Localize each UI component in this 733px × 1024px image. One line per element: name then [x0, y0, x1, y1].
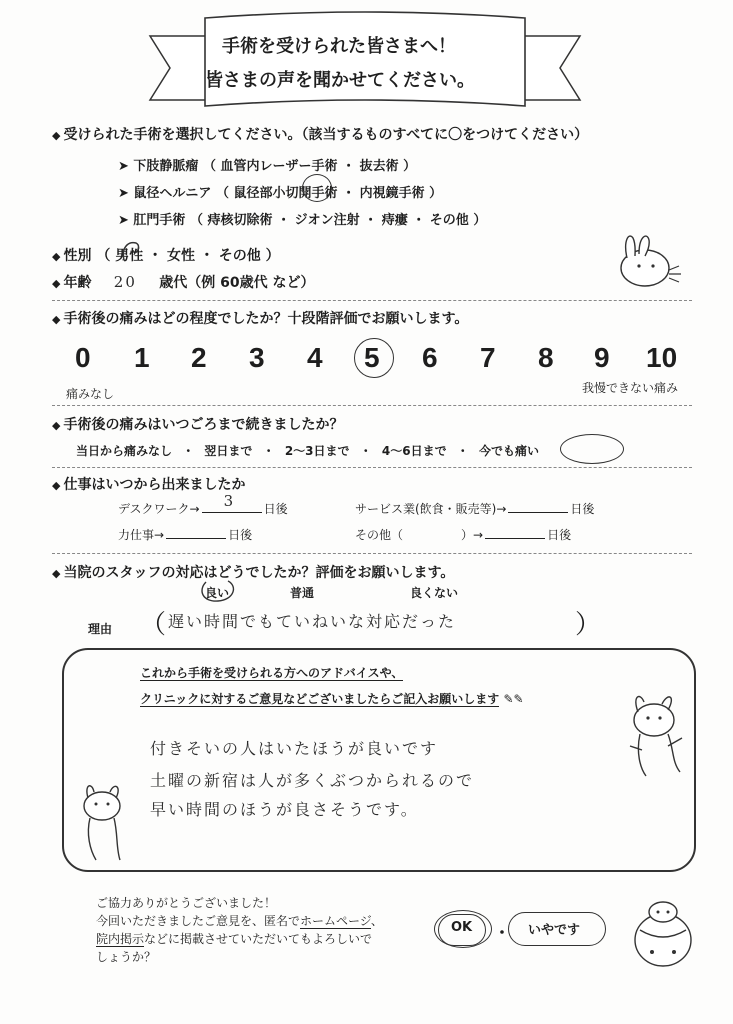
scale-10[interactable]: 10 [646, 342, 678, 373]
rabbit-icon [622, 690, 692, 782]
scale-7[interactable]: 7 [480, 342, 496, 373]
hand-mark-gender [118, 238, 144, 264]
work-service: サービス業(飲食・販売等)→ 日後 [355, 502, 595, 516]
rabbit-icon [605, 222, 687, 292]
footer-line3: 院内掲示などに掲載させていただいてもよろしいで [96, 932, 373, 946]
surgery-row-2: ➤ 鼠径ヘルニア （ 鼠径部小切開手術 ・ 内視鏡手術 ） [118, 186, 443, 201]
rabbit-icon [628, 898, 698, 972]
scale-2[interactable]: 2 [191, 342, 207, 373]
selected-circle [354, 338, 394, 378]
rabbit-icon [76, 782, 132, 864]
advice-box [62, 648, 696, 872]
gender-female[interactable]: 女性 [166, 248, 195, 264]
duration-2-3[interactable]: 2～3日まで [284, 444, 350, 458]
reason-open: （ [140, 610, 167, 640]
age-value[interactable]: 20 [113, 273, 137, 291]
hand-circle-staff [198, 578, 240, 604]
reason-text[interactable]: 遅い時間でもていねいな対応だった [168, 612, 457, 631]
work-labor: 力仕事→ 日後 [118, 528, 253, 542]
duration-4-6[interactable]: 4～6日まで [381, 444, 447, 458]
reason-label: 理由 [88, 622, 113, 636]
pain-duration-label: ◆ 手術後の痛みはいつごろまで続きましたか？ [52, 417, 344, 433]
other-field[interactable] [485, 526, 545, 539]
q1-label: ◆ 受けられた手術を選択してください。（該当するものすべてに〇をつけてください） [52, 127, 589, 143]
staff-bad[interactable]: 良くない [410, 586, 459, 600]
scale-1[interactable]: 1 [134, 342, 150, 373]
gender-row: ◆ 性別 （ 男性 ・ 女性 ・ その他 ） [52, 248, 280, 264]
duration-options: 当日から痛みなし ・ 翌日まで ・ 2～3日まで ・ 4～6日まで ・ 今でも痛い [76, 444, 540, 458]
staff-normal[interactable]: 普通 [290, 586, 315, 600]
option-fistula[interactable]: 痔瘻 [381, 213, 408, 228]
pencil-icon: ✎✎ [503, 692, 524, 706]
duration-none[interactable]: 当日から痛みなし [76, 444, 173, 458]
option-laser[interactable]: 血管内レーザー手術 [220, 159, 338, 174]
banner-line2: 皆さまの声を聞かせてください。 [205, 70, 475, 91]
work-desk: デスクワーク→ 3 日後 [118, 492, 288, 516]
option-zion[interactable]: ジオン注射 [294, 213, 360, 228]
hand-circle-mark [302, 174, 332, 202]
service-field[interactable] [508, 500, 568, 513]
banner-ribbon [140, 8, 590, 113]
advice-hw3[interactable]: 早い時間のほうが良さそうです。 [150, 800, 419, 819]
staff-good[interactable]: 良い [205, 586, 230, 600]
option-open-repair[interactable]: 鼠径部小切開手術 [233, 186, 338, 201]
advice-hw1[interactable]: 付きそいの人はいたほうが良いです [150, 739, 439, 758]
age-row: ◆ 年齢 20 歳代（例 60歳代 など） [52, 273, 315, 291]
min-label: 痛みなし [66, 387, 115, 401]
work-other: その他（ ）→ 日後 [355, 528, 572, 542]
staff-label: ◆ 当院のスタッフの対応はどうでしたか？評価をお願いします。 [52, 565, 455, 581]
footer-dot: ・ [494, 923, 511, 942]
surgery-row-1: ➤ 下肢静脈瘤 （ 血管内レーザー手術 ・ 抜去術 ） [118, 159, 417, 174]
max-label: 我慢できない痛み [582, 381, 679, 395]
gender-male[interactable]: 男性 [115, 248, 144, 264]
scale-6[interactable]: 6 [422, 342, 438, 373]
banner-line1: 手術を受けられた皆さまへ！ [222, 36, 456, 57]
option-other[interactable]: その他 [429, 213, 469, 228]
advice-line1: これから手術を受けられる方へのアドバイスや、 [140, 666, 404, 680]
gender-other[interactable]: その他 [218, 248, 261, 264]
option-stripping[interactable]: 抜去術 [359, 159, 399, 174]
pain-level-label: ◆ 手術後の痛みはどの程度でしたか？十段階評価でお願いします。 [52, 311, 469, 327]
selected-duration-circle [560, 434, 624, 464]
desk-value[interactable]: 3 [223, 492, 236, 510]
work-label: ◆ 仕事はいつから出来ましたか [52, 477, 246, 493]
advice-hw2[interactable]: 土曜の新宿は人が多くぶつかられるので [150, 771, 475, 790]
reason-close: ） [575, 610, 602, 640]
duration-next-day[interactable]: 翌日まで [204, 444, 253, 458]
scale-9[interactable]: 9 [594, 342, 610, 373]
no-label: いやです [528, 923, 581, 938]
footer-line2: 今回いただきましたご意見を、匿名でホームページ、 [96, 914, 383, 928]
divider [52, 467, 692, 468]
divider [52, 405, 692, 406]
scale-5[interactable]: 5 [364, 342, 380, 373]
duration-still[interactable]: 今でも痛い [479, 444, 540, 458]
footer-line4: しょうか？ [96, 950, 157, 964]
footer-thanks: ご協力ありがとうございました！ [96, 896, 277, 910]
scale-0[interactable]: 0 [75, 342, 91, 373]
surgery-row-3: ➤ 肛門手術 （ 痔核切除術 ・ ジオン注射 ・ 痔瘻 ・ その他 ） [118, 213, 487, 228]
advice-line2: クリニックに対するご意見などございましたらご記入お願いします ✎✎ [140, 692, 524, 706]
scale-4[interactable]: 4 [307, 342, 323, 373]
option-hemorrhoidectomy[interactable]: 痔核切除術 [207, 213, 273, 228]
option-endoscopic[interactable]: 内視鏡手術 [359, 186, 425, 201]
ok-label: OK [451, 920, 473, 935]
divider [52, 300, 692, 301]
scale-8[interactable]: 8 [538, 342, 554, 373]
divider [52, 553, 692, 554]
labor-field[interactable] [166, 526, 226, 539]
scale-3[interactable]: 3 [249, 342, 265, 373]
